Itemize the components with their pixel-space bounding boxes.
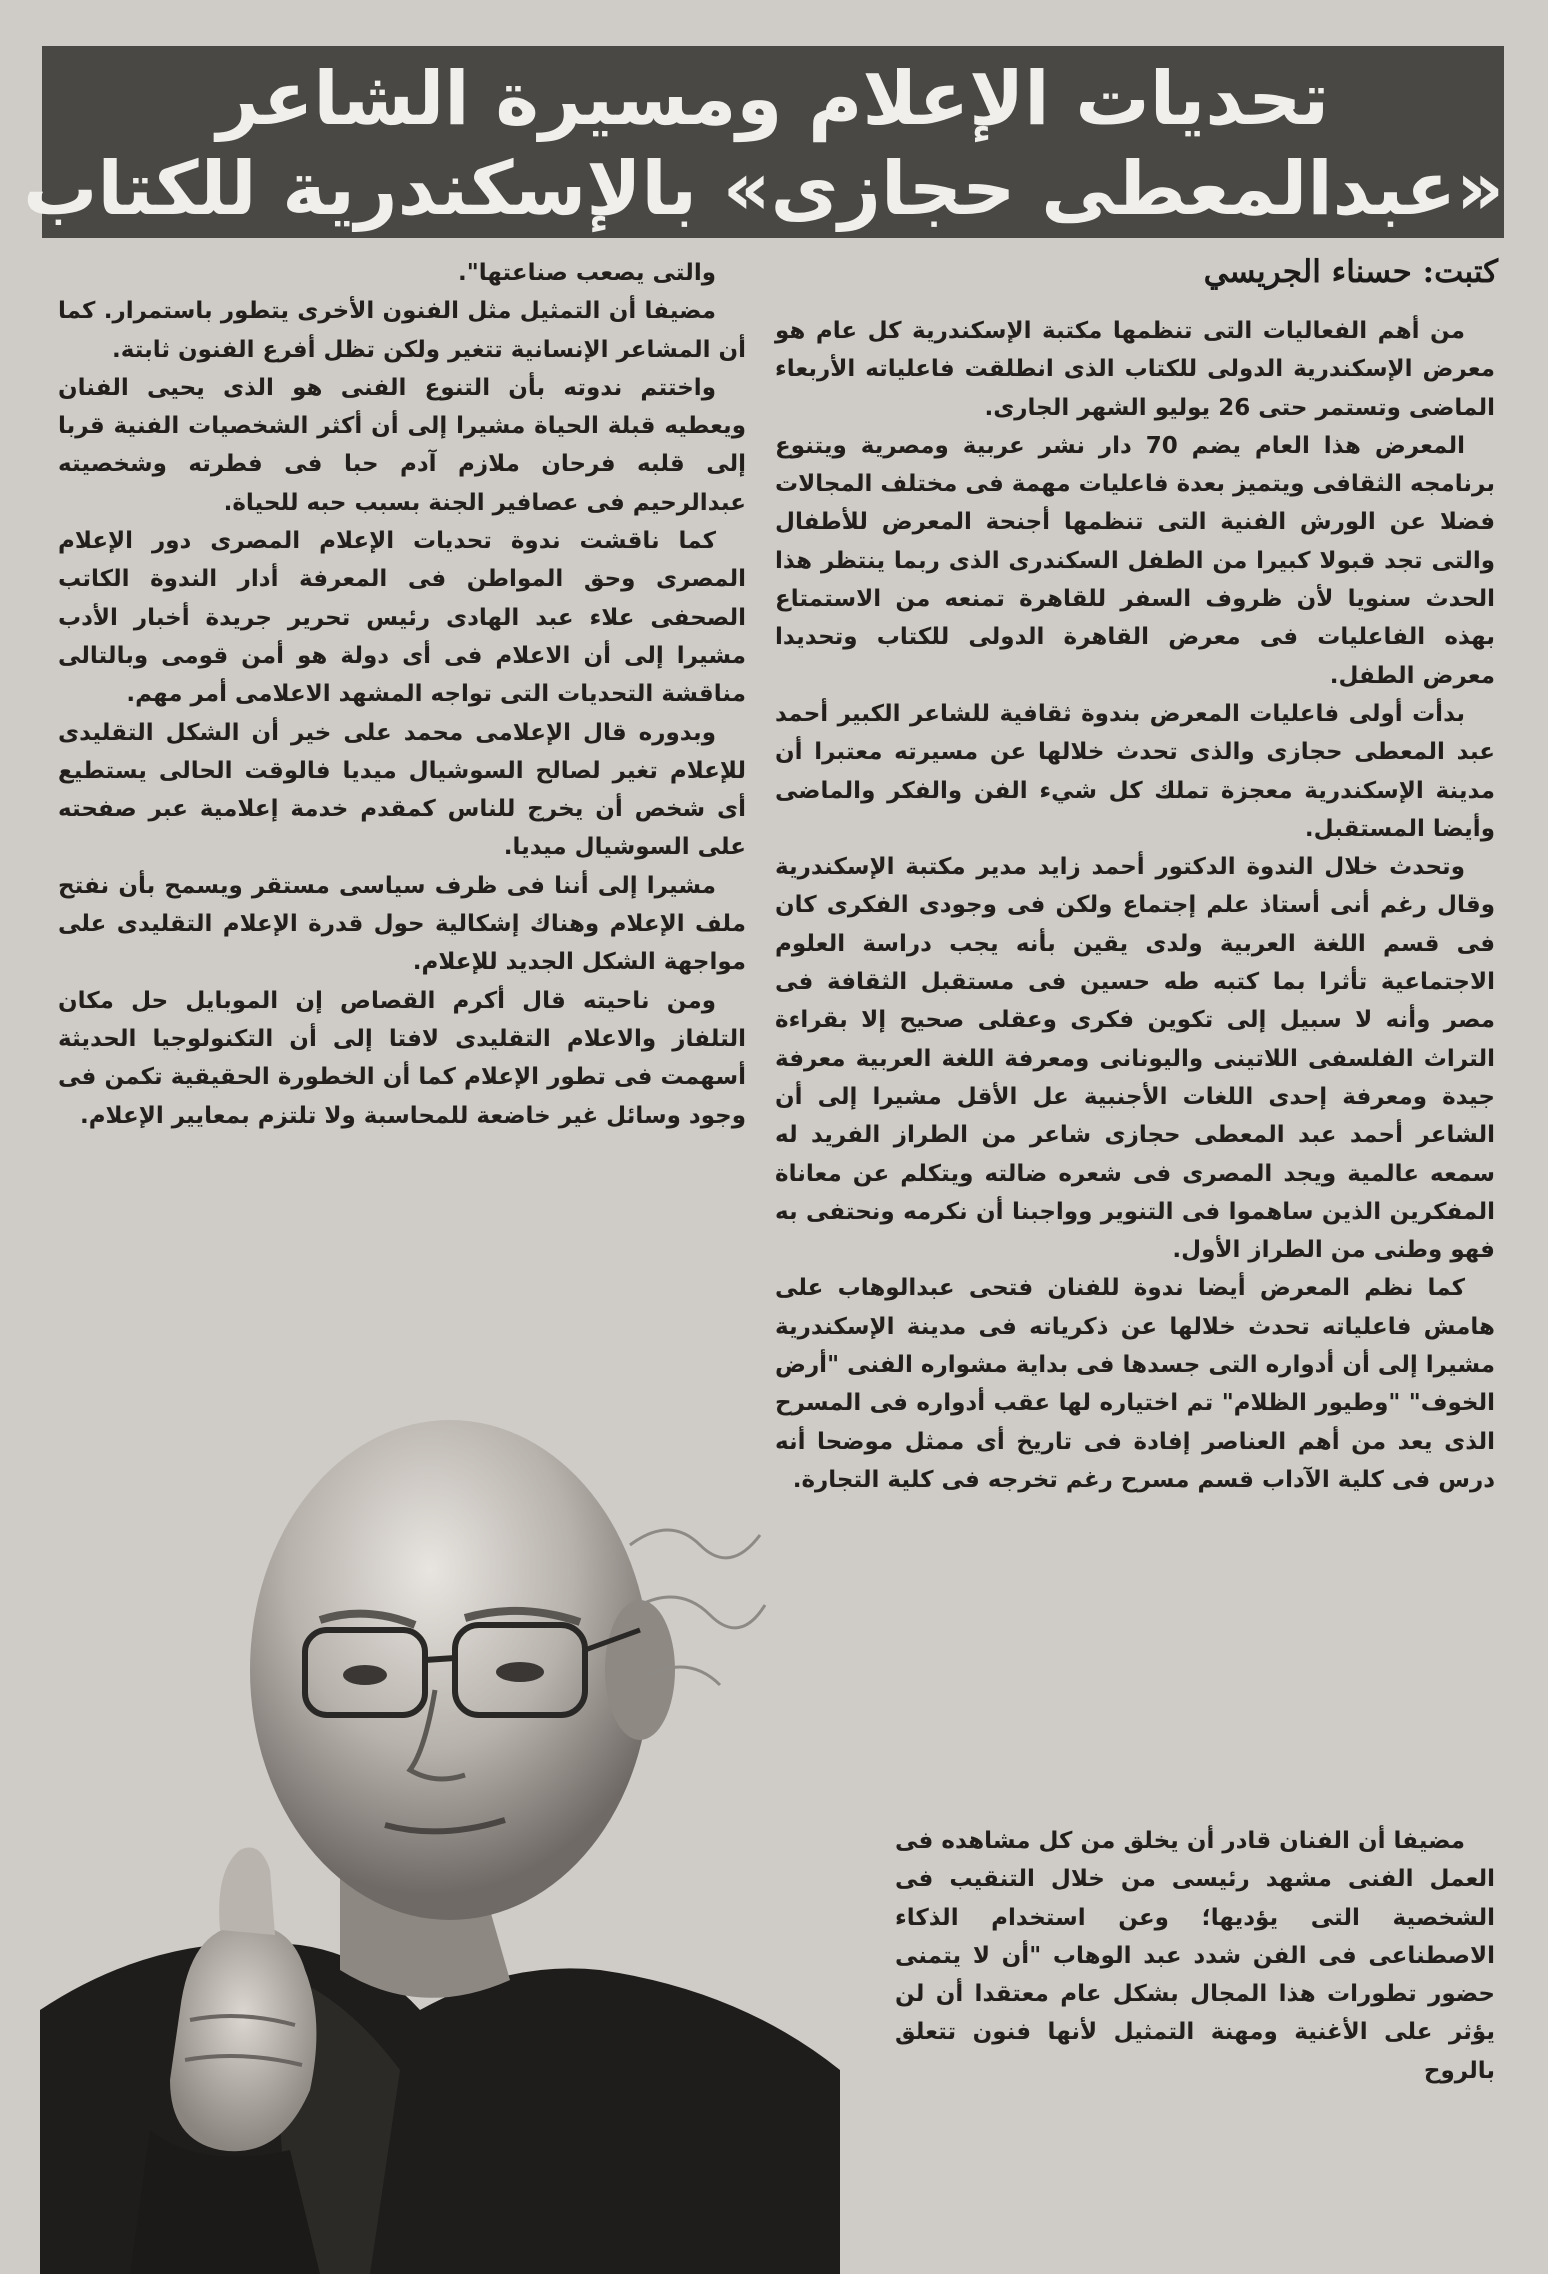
paragraph: مضيفا أن التمثيل مثل الفنون الأخرى يتطور باستمرار. كما أن المشاعر الإنسانية تتغير ولكن تظل أفرع الفنون ثابتة. xyxy=(58,298,746,363)
byline: كتبت: حسناء الجريسي xyxy=(1203,254,1498,290)
headline-line-1: تحديات الإعلام ومسيرة الشاعر xyxy=(216,56,1330,142)
handwritten-scribble xyxy=(610,1505,780,1715)
paragraph: واختتم ندوته بأن التنوع الفنى هو الذى يحيى الفنان ويعطيه قبلة الحياة مشيرا إلى أن أكثر الشخصيات الفنية قربا إلى قلبه فرحان ملازم آدم حبا فى فطرته وشخصيته عبدالرحيم فى عصافير الجنة بسبب حبه للحياة. xyxy=(58,374,746,516)
paragraph: بدأت أولى فاعليات المعرض بندوة ثقافية للشاعر الكبير أحمد عبد المعطى حجازى والذى تحدث خلالها عن مسيرته معتبرا أن مدينة الإسكندرية معجزة تملك كل شيء الفن والفكر والماضى وأيضا المستقبل. xyxy=(775,700,1495,842)
paragraph: وبدوره قال الإعلامى محمد على خير أن الشكل التقليدى للإعلام تغير لصالح السوشيال ميديا فالوقت الحالى يستطيع أى شخص أن يخرج للناس كمقدم خدمة إعلامية عبر صفحته على السوشيال ميديا. xyxy=(58,719,746,861)
headline-banner xyxy=(23,46,1504,238)
paragraph: وتحدث خلال الندوة الدكتور أحمد زايد مدير مكتبة الإسكندرية وقال رغم أنى أستاذ علم إجتماع ولكن فى وجودى الفكرى كان فى قسم اللغة العربية ولدى يقين بأنه يجب دراسة العلوم الاجتماعية تأثرا بما كتبه طه حسين فى مستقبل الثقافة فى مصر وأنه لا سبيل إلى تكوين فكرى وعقلى صحيح إلا بقراءة التراث الفلسفى اللاتينى واليونانى ومعرفة اللغة العربية معرفة جيدة ومعرفة إحدى اللغات الأجنبية عل الأقل مشيرا إلى أن الشاعر أحمد عبد المعطى حجازى شاعر من الطراز الفريد له سمعه عالمية ويجد المصرى فى شعره ضالته ويتكلم عن معاناة المفكرين الذين ساهموا فى التنوير وواجبنا أن نكرمه ونحتفى به فهو وطنى من الطراز الأول. xyxy=(775,854,1495,1264)
paragraph: مضيفا أن الفنان قادر أن يخلق من كل مشاهده فى العمل الفنى مشهد رئيسى من خلال التنقيب فى الشخصية التى يؤديها؛ وعن استخدام الذكاء الاصطناعى فى الفن شدد عبد الوهاب "أن لا يتمنى حضور تطورات هذا المجال بشكل عام معتقدا أن لن يؤثر على الأغنية ومهنة التمثيل لأنها فنون تتعلق بالروح xyxy=(895,1828,1495,2084)
paragraph: من أهم الفعاليات التى تنظمها مكتبة الإسكندرية كل عام هو معرض الإسكندرية الدولى للكتاب الذى انطلقت فاعلياته الأربعاء الماضى وتستمر حتى 26 يوليو الشهر الجارى. xyxy=(775,318,1495,421)
article-column-right xyxy=(775,312,1495,1499)
paragraph: كما ناقشت ندوة تحديات الإعلام المصرى دور الإعلام المصرى وحق المواطن فى المعرفة أدار الندوة الكاتب الصحفى علاء عبد الهادى رئيس تحرير جريدة أخبار الأدب مشيرا إلى أن الاعلام فى أى دولة هو أمن قومى وبالتالى مناقشة التحديات التى تواجه المشهد الاعلامى أمر مهم. xyxy=(58,528,746,708)
article-column-bottom xyxy=(895,1822,1495,2090)
paragraph: مشيرا إلى أننا فى ظرف سياسى مستقر ويسمح بأن نفتح ملف الإعلام وهناك إشكالية حول قدرة الإعلام التقليدى على مواجهة الشكل الجديد للإعلام. xyxy=(58,872,746,976)
article-column-left xyxy=(58,254,746,1135)
paragraph: كما نظم المعرض أيضا ندوة للفنان فتحى عبدالوهاب على هامش فاعلياته تحدث خلالها عن ذكرياته فى مدينة الإسكندرية مشيرا إلى أن أدواره التى جسدها فى بداية مشواره الفنى "أرض الخوف" "وطيور الظلام" تم اختياره لها عقب أدواره فى المسرح الذى يعد من أهم العناصر إفادة فى تاريخ أى ممثل موضحا أنه درس فى كلية الآداب قسم مسرح رغم تخرجه فى كلية التجارة. xyxy=(775,1275,1495,1493)
headline-line-2: «عبدالمعطى حجازى» بالإسكندرية للكتاب xyxy=(23,146,1504,232)
paragraph: والتى يصعب صناعتها". xyxy=(457,260,716,286)
paragraph: المعرض هذا العام يضم 70 دار نشر عربية ومصرية ويتنوع برنامجه الثقافى ويتميز بعدة فاعليات مهمة فى مختلف المجالات فضلا عن الورش الفنية التى تنظمها أجنحة المعرض للأطفال والتى تجد قبولا كبيرا من الطفل السكندرى الذى ربما ينتظر هذا الحدث سنويا لأن ظروف السفر للقاهرة تمنعه من الاستمتاع بهذه الفاعليات فى معرض القاهرة الدولى للكتاب وتحديدا معرض الطفل. xyxy=(775,432,1495,689)
paragraph: ومن ناحيته قال أكرم القصاص إن الموبايل حل مكان التلفاز والاعلام التقليدى لافتا إلى أن التكنولوجيا الحديثة أسهمت فى تطور الإعلام كما أن الخطورة الحقيقية تكمن فى وجود وسائل غير خاضعة للمحاسبة ولا تلتزم بمعايير الإعلام. xyxy=(58,987,746,1129)
